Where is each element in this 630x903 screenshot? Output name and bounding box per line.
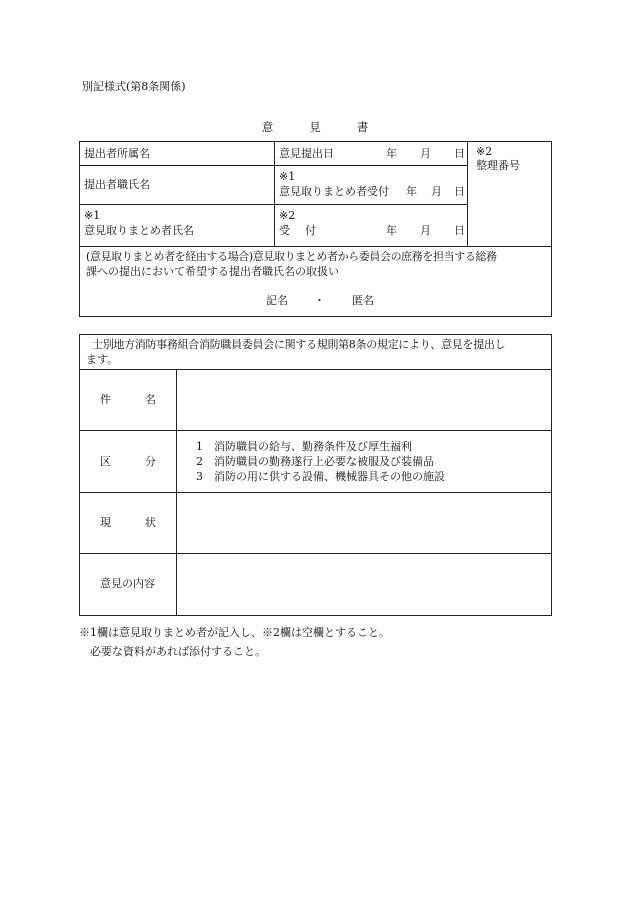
- anonymous-option: 匿名: [352, 294, 374, 307]
- note-2: 必要な資料があれば添付すること。: [79, 644, 266, 658]
- category-item-3: 3 消防の用に供する設備、機械器具その他の施設: [196, 470, 445, 483]
- handling-text-2: 課への提出において希望する提出者職氏名の取扱い: [86, 265, 339, 278]
- dept-label: 提出者所属名: [84, 147, 150, 160]
- named-option: 記名: [266, 294, 288, 307]
- category-item-1: 1 消防職員の給与、勤務条件及び厚生福利: [196, 440, 412, 453]
- month-label: 月: [420, 147, 431, 160]
- submit-date-label: 意見提出日: [279, 147, 334, 160]
- notes: [79, 626, 390, 660]
- receipt-label: 受 付: [279, 224, 318, 237]
- form-reference: 別記様式(第8条関係): [82, 80, 186, 93]
- content-label: 意見の内容: [100, 577, 155, 590]
- coordinator-name-label: 意見取りまとめ者氏名: [84, 224, 194, 237]
- position-label: 提出者職氏名: [84, 178, 150, 191]
- day-label-3: 日: [454, 224, 465, 237]
- year-label: 年: [386, 147, 397, 160]
- coordinator-receipt-label: 意見取りまとめ者受付: [279, 185, 389, 198]
- mark1-receipt: ※1: [279, 170, 296, 183]
- intro-text-1: 士別地方消防事務組合消防職員委員会に関する規則第8条の規定により、意見を提出し: [92, 338, 506, 351]
- mark2-reg: ※2: [476, 145, 493, 158]
- reg-number-label: 整理番号: [476, 159, 520, 172]
- status-label: 現 状: [100, 516, 160, 529]
- handling-text-1: (意見取りまとめ者を経由する場合)意見取りまとめ者から委員会の庶務を担当する総務: [86, 250, 497, 263]
- opinion-table: [79, 334, 552, 616]
- category-item-2: 2 消防職員の勤務遂行上必要な被服及び装備品: [196, 455, 434, 468]
- year-label-2: 年: [406, 185, 417, 198]
- mark2-receipt: ※2: [279, 209, 296, 222]
- month-label-3: 月: [420, 224, 431, 237]
- submitter-info-table: [79, 141, 552, 317]
- intro-text-2: ます。: [86, 353, 119, 366]
- day-label: 日: [454, 147, 465, 160]
- page-title: 意見書: [261, 120, 405, 134]
- separator-dot: ・: [314, 294, 325, 307]
- category-label: 区 分: [100, 455, 160, 468]
- note-1: ※1欄は意見取りまとめ者が記入し、※2欄は空欄とすること。: [79, 626, 390, 639]
- subject-label: 件 名: [100, 393, 160, 406]
- mark1-coordinator: ※1: [84, 209, 101, 222]
- month-label-2: 月: [431, 185, 442, 198]
- year-label-3: 年: [386, 224, 397, 237]
- day-label-2: 日: [454, 185, 465, 198]
